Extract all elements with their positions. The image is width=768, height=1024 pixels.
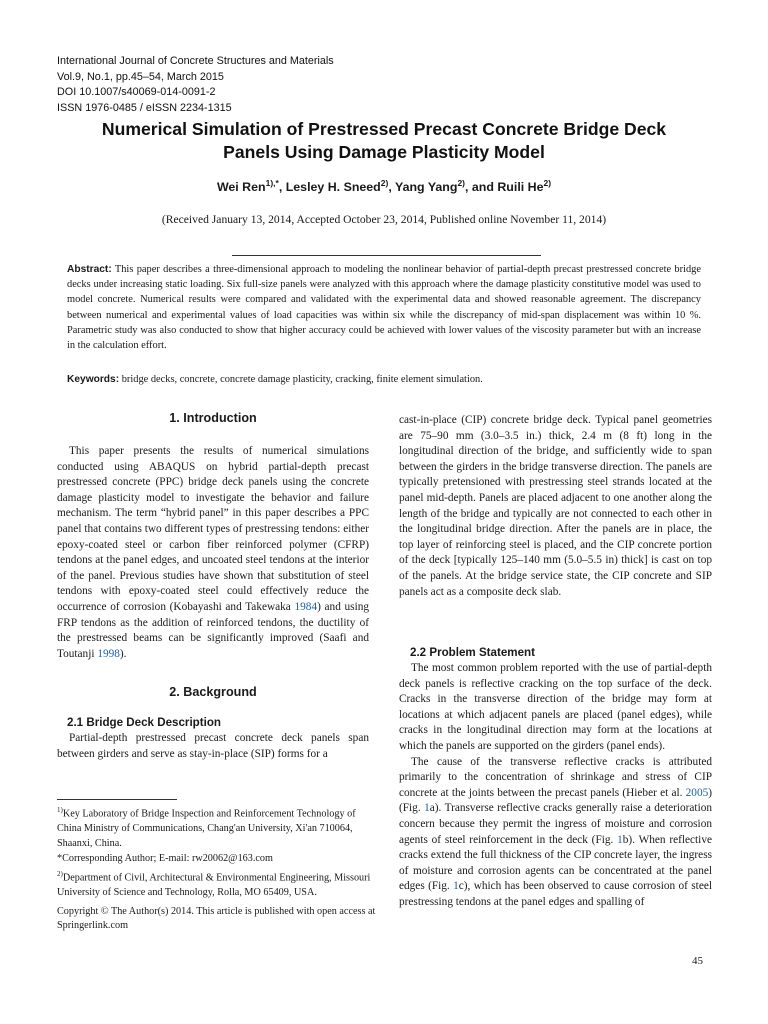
author-affiliation: 2) (457, 178, 465, 188)
journal-issn: ISSN 1976-0485 / eISSN 2234-1315 (57, 101, 232, 114)
author-list: Wei Ren$^{1),*}$, Lesley H. Sneed$^{2)}$, Yang Yang$^{2)}$, and Ruili He$^{2)}$ (216, 178, 552, 195)
figure-link[interactable]: 1 (617, 833, 623, 846)
keywords-label: Keywords: (67, 374, 120, 385)
author-name: Wei Ren (216, 180, 266, 195)
journal-header (57, 54, 334, 116)
received-dates: (Received January 13, 2014, Accepted October 23, 2014, Published online November 11, 2014) (161, 213, 607, 226)
subsection-heading-problem: 2.2 Problem Statement (410, 646, 535, 659)
footnote-affiliation-1: $^{1)}$Key Laboratory of Bridge Inspection and Reinforcement Technology of China Ministry of Communications, Chang'an University, Xi'an 710064, Shaanxi, China. (57, 806, 356, 849)
author-name: Yang Yang (395, 180, 458, 195)
problem-statement-body (399, 661, 712, 911)
footnote-copyright: Copyright © The Author(s) 2014. This article is published with open access at Springerlink.com (57, 905, 376, 932)
divider (232, 255, 541, 256)
footnote-divider (57, 799, 177, 800)
footnote-affiliation-2: $^{2)}$Department of Civil, Architectural & Environmental Engineering, Missouri University of Science and Technology, Rolla, MO 65409, USA. (57, 869, 371, 898)
footnote-corresponding: *Corresponding Author; E-mail: rw20062@163.com (57, 852, 273, 864)
right-column-body (399, 413, 712, 600)
paragraph: The most common problem reported with the use of partial-depth deck panels is reflective cracking on the top surface of the deck. Cracks in the transverse direction of the bridge may form at locations at which adjacent panels are placed (panel edges), while cracks in the longitudinal direction may form at the locations at which the panels are supported on the girders (panel ends). (399, 662, 712, 752)
journal-volume: Vol.9, No.1, pp.45–54, March 2015 (57, 70, 224, 83)
author-name: Ruili He (497, 180, 544, 195)
author-name: Lesley H. Sneed (285, 180, 381, 195)
figure-link[interactable]: 1 (453, 880, 459, 893)
citation-link[interactable]: 1998 (97, 647, 120, 660)
figure-link[interactable]: 1 (424, 802, 430, 815)
paragraph: This paper presents the results of numerical simulations conducted using ABAQUS on hybrid partial-depth precast prestressed concrete (PPC) bridge deck panels using the concrete damage plasticity model to investigate the behavior and failure mechanism. The term “hybrid panel” in this paper describes a PPC panel that contains two different types of prestressing tendons: either epoxy-coated steel or carbon fiber reinforced polymer (CFRP) tendons at the panel edges, and uncoated steel tendons at the interior of the panel. Previous studies have shown that substitution of steel tendons with epoxy-coated steel could effectively reduce the occurrence of corrosion (Kobayashi and Takewaka 1984) and using FRP tendons as the addition of reinforced tendons, the ductility of the prestressed beams can be significantly improved (Saafi and Toutanji 1998). (57, 445, 370, 660)
section-heading-introduction: 1. Introduction (169, 411, 257, 425)
paper-title-line-1: Numerical Simulation of Prestressed Precast Concrete Bridge Deck (101, 119, 667, 139)
paragraph: Partial-depth prestressed precast concrete deck panels span between girders and serve as stay-in-place (SIP) forms for a (57, 732, 369, 760)
keywords-text: bridge decks, concrete, concrete damage plasticity, cracking, finite element simulation. (121, 374, 483, 385)
paragraph: The cause of the transverse reflective cracks is attributed primarily to the concentration of shrinkage and stress of CIP concrete at the joints between the precast panels (Hieber et al. 2005) (Fig. 1a). Transverse reflective cracks generally raise a deterioration concern because they permit the ingress of moisture and corrosion agents of steel reinforcement in the deck (Fig. 1b). When reflective cracks extend the full thickness of the CIP concrete layer, the ingress of moisture and corrosion agents can be concentrated at the panel edges (Fig. 1c), which has been observed to cause corrosion of steel prestressing tendons at the panel edges and spalling of (399, 755, 712, 908)
bridge-deck-body (57, 731, 369, 762)
journal-name: International Journal of Concrete Structures and Materials (57, 55, 334, 67)
author-affiliation: 2) (543, 178, 552, 188)
abstract (67, 262, 701, 353)
abstract-text: This paper describes a three-dimensional approach to modeling the nonlinear behavior of partial-depth precast prestressed concrete bridge decks under increasing static loading. Six full-size panels were analyzed with this approach where the damage plasticity constitutive model was used to model concrete. Numerical results were compared and validated with the experimental data and showed reasonable agreement. The discrepancy between numerical and experimental values of load capacities was within six while the discrepancy of mid-span displacement was within 10 %. Parametric study was also conducted to show that higher accuracy could be achieved with lower values of the viscosity parameter but with an increase in the calculation effort. (67, 264, 701, 352)
keywords (67, 372, 701, 387)
subsection-heading-bridge-deck: 2.1 Bridge Deck Description (67, 716, 221, 729)
paragraph: cast-in-place (CIP) concrete bridge deck. Typical panel geometries are 75–90 mm (3.0–3.5 in.) thick, 2.4 m (8 ft) long in the longitudinal direction of the bridge, and sufficiently wide to span between the girders in the bridge transverse direction. The panels are typically pretensioned with prestressing steel strands located at the panel mid-depth. Panels are placed adjacent to one another along the length of the bridge and typically are not connected to each other in the longitudinal bridge direction. After the panels are in place, the top layer of reinforcing steel is placed, and the CIP concrete portion of the deck [typically 125–140 mm (5.0–5.5 in) thick] is cast on top of the panels. At the bridge service state, the CIP concrete and SIP panels act as a composite deck slab. (399, 414, 712, 598)
journal-doi: DOI 10.1007/s40069-014-0091-2 (57, 86, 216, 99)
introduction-body (57, 444, 369, 662)
footnotes (57, 803, 377, 934)
paper-title-line-2: Panels Using Damage Plasticity Model (223, 141, 545, 162)
citation-link[interactable]: 2005 (685, 786, 709, 799)
paper-title (30, 118, 738, 163)
author-affiliation: 1),* (265, 178, 279, 188)
section-heading-background: 2. Background (169, 685, 257, 699)
abstract-label: Abstract: (67, 264, 112, 275)
citation-link[interactable]: 1984 (294, 600, 318, 613)
page-number: 45 (692, 955, 703, 967)
author-affiliation: 2) (380, 178, 389, 188)
